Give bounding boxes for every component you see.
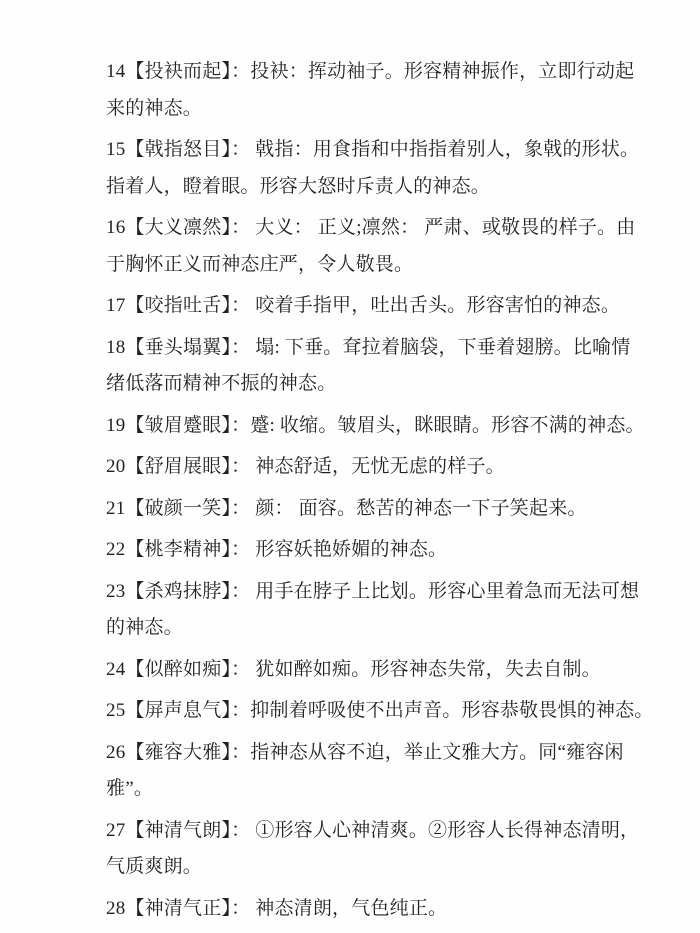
idiom-list [106, 54, 654, 932]
text-line: 指着人，瞪着眼。形容大怒时斥责人的神态。 [106, 175, 491, 197]
idiom-entry [106, 210, 636, 283]
text-line: 15【戟指怒目】： 戟指：用食指和中指指着别人，象戟的形状。 [106, 139, 640, 160]
text-line: 雅”。 [106, 778, 154, 799]
idiom-entry [106, 652, 616, 689]
text-line: 17【咬指吐舌】： 咬着手指甲，吐出舌头。形容害怕的神态。 [106, 295, 621, 316]
text-line: 21【破颜一笑】： 颜： 面容。愁苦的神态一下子笑起来。 [106, 497, 587, 519]
idiom-entry [106, 532, 616, 569]
text-line: 27【神清气朗】： ①形容人心神清爽。②形容人长得神态清明， [106, 819, 640, 841]
text-line: 气质爽朗。 [106, 856, 203, 877]
text-line: 22【桃李精神】： 形容妖艳娇媚的神态。 [106, 539, 448, 560]
text-line: 16【大义凛然】： 大义： 正义;凛然： 严肃、或敬畏的样子。由 [106, 217, 636, 238]
idiom-entry [106, 132, 640, 205]
text-line: 18【垂头塌翼】： 塌: 下垂。耷拉着脑袋，下垂着翅膀。比喻情 [106, 336, 631, 358]
idiom-entry [106, 408, 645, 445]
text-line: 于胸怀正义而神态庄严，令人敬畏。 [106, 253, 414, 275]
idiom-entry [106, 693, 654, 730]
text-line: 来的神态。 [106, 97, 203, 119]
text-line: 19【皱眉蹙眼】：蹙: 收缩。皱眉头，眯眼睛。形容不满的神态。 [106, 414, 645, 436]
text-line: 绪低落而精神不振的神态。 [106, 373, 337, 394]
text-line: 23【杀鸡抹脖】： 用手在脖子上比划。形容心里着急而无法可想 [106, 580, 640, 602]
idiom-entry [106, 330, 631, 403]
text-line: 20【舒眉展眼】： 神态舒适，无忧无虑的样子。 [106, 456, 505, 477]
text-line: 的神态。 [106, 617, 183, 638]
text-line: 14【投袂而起】：投袂：挥动袖子。形容精神振作，立即行动起 [106, 61, 635, 82]
text-line: 26【雍容大雅】：指神态从容不迫，举止文雅大方。同“雍容闲 [106, 741, 624, 763]
idiom-entry [106, 574, 640, 647]
idiom-entry [106, 735, 624, 808]
idiom-entry [106, 813, 640, 886]
text-line: 25【屏声息气】：抑制着呼吸使不出声音。形容恭敬畏惧的神态。 [106, 700, 654, 721]
idiom-entry [106, 491, 616, 528]
idiom-entry [106, 288, 621, 325]
text-line: 28【神清气正】： 神态清朗，气色纯正。 [106, 897, 448, 919]
idiom-entry [106, 54, 635, 127]
idiom-entry [106, 891, 616, 928]
idiom-entry [106, 449, 616, 486]
text-line: 24【似醉如痴】： 犹如醉如痴。形容神态失常，失去自制。 [106, 658, 601, 680]
